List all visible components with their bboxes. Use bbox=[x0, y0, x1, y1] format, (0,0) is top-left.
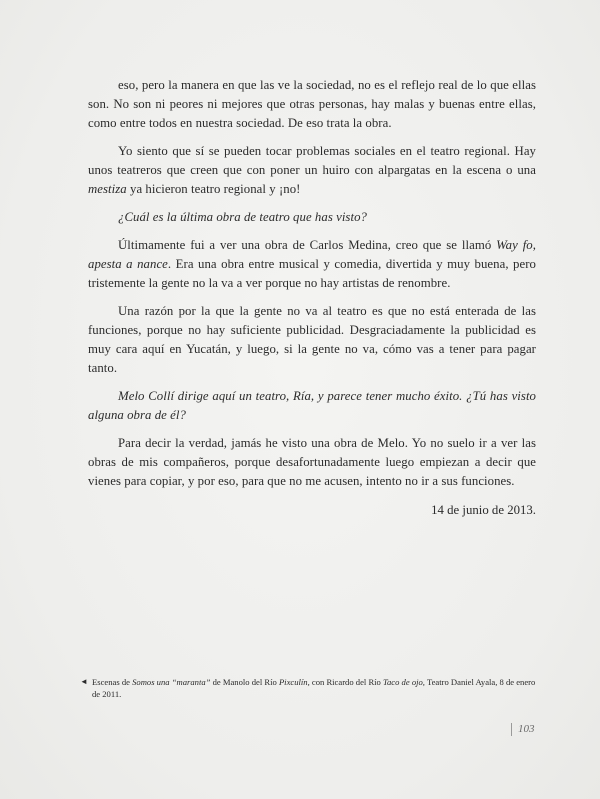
page-number bbox=[511, 722, 535, 736]
photo-caption bbox=[80, 676, 538, 700]
paragraph-2-text-b: ya hicieron teatro regional y ¡no! bbox=[126, 182, 301, 196]
paragraph-3-text-b: . Era una obra entre musical y comedia, divertida y muy buena, pero tristemente la gente no la va a ver porque no hay artistas de renombre. bbox=[88, 257, 536, 290]
caption-text-1: Escenas de bbox=[92, 677, 133, 687]
paragraph-1 bbox=[88, 76, 536, 133]
question-1: ¿Cuál es la última obra de teatro que has visto? bbox=[118, 210, 367, 224]
interview-text bbox=[88, 76, 536, 520]
folio-divider bbox=[511, 723, 512, 736]
caption-text-3: con Ricardo del Río bbox=[309, 677, 384, 687]
caption-play-title: Somos una “maranta” bbox=[132, 677, 211, 687]
play-title: Way fo, apesta a nance bbox=[88, 238, 536, 271]
paragraph-2 bbox=[88, 142, 536, 199]
caption-nickname-2: Taco de ojo, bbox=[383, 677, 425, 687]
paragraph-5: Para decir la verdad, jamás he visto una obra de Melo. Yo no suelo ir a ver las obras de mis compañeros, porque desafortunadamente luego empiezan a decir que vienes para copiar, y por eso, para que no me acusen, intento no ir a sus funciones. bbox=[88, 436, 536, 488]
question-2: Melo Collí dirige aquí un teatro, Ría, y parece tener mucho éxito. ¿Tú has visto alguna obra de él? bbox=[88, 389, 536, 422]
paragraph-3-text-a: Últimamente fui a ver una obra de Carlos Medina, creo que se llamó bbox=[118, 238, 497, 252]
paragraph-4: Una razón por la que la gente no va al teatro es que no está enterada de las funciones, porque no hay suficiente publicidad. Desgraciadamente la publicidad es muy cara aquí en Yucatán, y luego, si la gente no va, cómo vas a tener para pagar tanto. bbox=[88, 304, 536, 375]
paragraph-1-text: eso, pero la manera en que las ve la sociedad, no es el reflejo real de lo que ellas son. No son ni peores ni mejores que otras personas, hay malas y buenas entre ellas, como entre todos en nuestra sociedad. De eso trata la obra. bbox=[88, 78, 536, 130]
paragraph-2-emphasis: mestiza bbox=[88, 182, 127, 196]
caption-text-2: de Manolo del Río bbox=[210, 677, 279, 687]
caption-arrow-icon: ◄ bbox=[80, 677, 88, 686]
paragraph-3 bbox=[88, 236, 536, 293]
caption-text-4: Teatro Daniel Ayala, 8 de enero de 2011. bbox=[92, 677, 536, 699]
paragraph-2-text-a: Yo siento que sí se pueden tocar problemas sociales en el teatro regional. Hay unos teatreros que creen que con poner un huiro con alpargatas en la escena o una bbox=[88, 144, 536, 177]
page-number-value: 103 bbox=[518, 723, 535, 735]
interview-date: 14 de junio de 2013. bbox=[431, 503, 536, 517]
caption-nickname-1: Pixculín, bbox=[278, 677, 310, 687]
